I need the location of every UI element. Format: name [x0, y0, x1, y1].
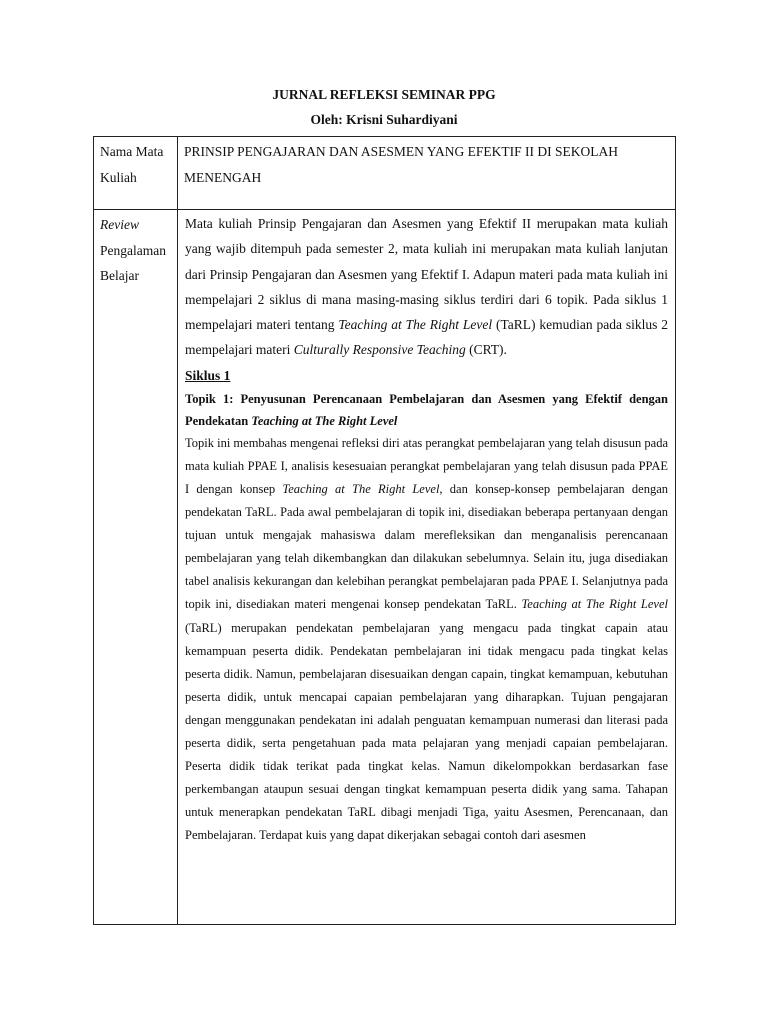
table-row — [94, 137, 676, 210]
body-em-1: Teaching at The Right Level — [282, 481, 440, 496]
body-text-1: Topik ini membahas mengenai refleksi diri atas perangkat pembelajaran yang telah disusun pada mata kuliah PPAE I, analisis kesesuaian perangkat pembelajaran yang telah disusun pada PPAE I dengan konsep — [185, 435, 668, 496]
topik-em: Teaching at The Right Level — [251, 413, 398, 428]
siklus-heading: Siklus 1 — [185, 367, 231, 383]
body-text-2: , dan konsep-konsep pembelajaran dengan pendekatan TaRL. Pada awal pembelajaran di topik ini, disediakan beberapa pertanyaan dengan tujuan untuk mengajak mahasiswa dalam merefleksikan dan menganalisis perencanaan pembelajaran yang telah dikembangkan dan dilakukan sebelumnya. Selain itu, juga disediakan tabel analisis kekurangan dan kelebihan perangkat pembelajaran pada PPAE I. Selanjutnya pada topik ini, disediakan materi mengenai konsep pendekatan TaRL. — [185, 481, 668, 612]
value-cell — [178, 137, 676, 210]
review-label — [94, 210, 177, 289]
body-paragraph — [185, 432, 668, 894]
document-title: JURNAL REFLEKSI SEMINAR PPG — [272, 87, 496, 102]
intro-text-3: (CRT). — [465, 342, 507, 358]
intro-text-2: (TaRL) kemudian pada siklus 2 mempelajari materi — [185, 317, 669, 358]
body-text-3: (TaRL) merupakan pendekatan pembelajaran yang mengacu pada tingkat capain atau kemampuan peserta didik. Pendekatan pembelajaran ini tidak mengacu pada tingkat kelas peserta didik. Namun, pembelajaran disesuaikan dengan capain, tingkat kemampuan, kebutuhan peserta didik, untuk mencapai capaian pembelajaran yang diharapkan. Tujuan pengajaran dengan menggunakan pendekatan ini adalah penguatan kemampuan numerasi dan literasi pada peserta didik, serta pengetahuan pada mata pelajaran yang menjadi capaian pembelajaran. Peserta didik tidak terikat pada tingkat kelas. Namun dikelompokkan berdasarkan fase perkembangan ataupun sesuai dengan tingkat kemampuan peserta didik yang sama. Tahapan untuk menerapkan pendekatan TaRL dibagi menjadi Tiga, yaitu Asesmen, Perencanaan, dan Pembelajaran. Terdapat kuis yang dapat dikerjakan sebagai contoh dari asesmen — [185, 620, 668, 843]
review-content — [178, 210, 675, 894]
label-cell — [94, 137, 178, 210]
table-row — [94, 210, 676, 925]
topik-text: Topik 1: Penyusunan Perencanaan Pembelajaran dan Asesmen yang Efektif dengan Pendekatan — [185, 391, 668, 428]
intro-text-1: Mata kuliah Prinsip Pengajaran dan Asesmen yang Efektif II merupakan mata kuliah yang wajib ditempuh pada semester 2, mata kuliah ini merupakan mata kuliah lanjutan dari Prinsip Pengajaran dan Asesmen yang Efektif I. Adapun materi pada mata kuliah ini mempelajari 2 siklus di mana masing-masing siklus terdiri dari 6 topik. Pada siklus 1 mempelajari materi tentang — [185, 216, 668, 333]
author-line: Oleh: Krisni Suhardiyani — [310, 112, 458, 127]
intro-em-2: Culturally Responsive Teaching — [293, 342, 466, 358]
value-cell — [178, 210, 676, 925]
course-name-label: Nama Mata Kuliah — [100, 144, 164, 185]
reflection-table — [93, 136, 676, 925]
course-name-value: PRINSIP PENGAJARAN DAN ASESMEN YANG EFEKTIF II DI SEKOLAH MENENGAH — [184, 144, 619, 185]
intro-em-1: Teaching at The Right Level — [338, 317, 493, 333]
body-em-2: Teaching at The Right Level — [521, 597, 668, 612]
intro-paragraph — [185, 211, 668, 363]
label-cell — [94, 210, 178, 925]
review-label-rest: Pengalaman Belajar — [100, 242, 166, 283]
topik-heading — [185, 388, 668, 432]
review-label-italic: Review — [100, 217, 139, 232]
